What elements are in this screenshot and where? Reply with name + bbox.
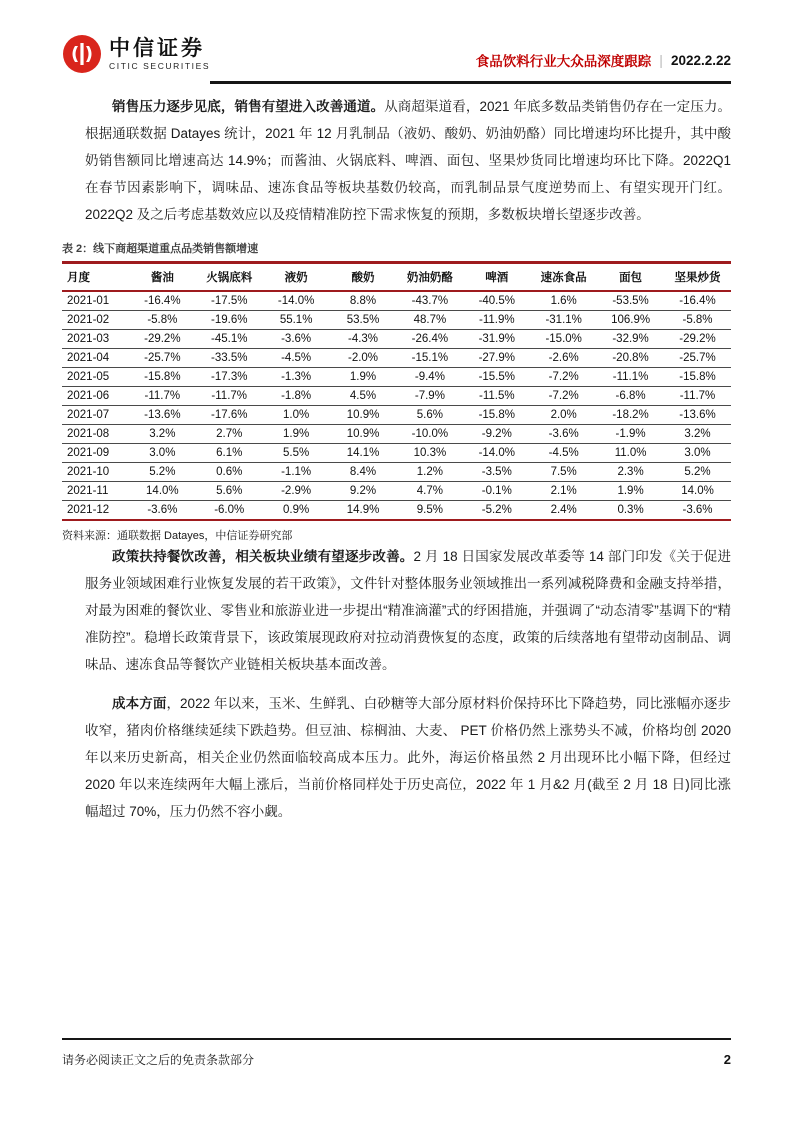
value-cell: 2.3% (597, 463, 664, 482)
page-content (62, 93, 731, 837)
table-row (62, 444, 731, 463)
value-cell: -29.2% (664, 330, 731, 349)
value-cell: -11.9% (463, 311, 530, 330)
value-cell: -6.8% (597, 387, 664, 406)
report-title: 食品饮料行业大众品深度跟踪 (475, 54, 652, 69)
paragraph-body: 从商超渠道看，2021 年底多数品类销售仍存在一定压力。根据通联数据 Datayes 统计，2021 年 12 月乳制品（液奶、酸奶、奶油奶酪）同比增速均环比提升，其中酸奶销售额同比增速高达 14.9%；而酱油、火锅底料、啤酒、面包、坚果炒货同比增速均环比下降。2022Q1 在春节因素影响下，调味品、速冻食品等板块基数仍较高，而乳制品景气度逆势而上、有望实现开门红。2022Q2 及之后考虑基数效应以及疫情精准防控下需求恢复的预期，多数板块增长望逐步改善。 (85, 99, 731, 222)
value-cell: 5.2% (129, 463, 196, 482)
value-cell: 8.8% (349, 295, 377, 307)
month-cell: 2021-11 (62, 482, 129, 501)
table-row (62, 311, 731, 330)
month-cell: 2021-08 (62, 425, 129, 444)
table-row (62, 330, 731, 349)
value-cell: -15.5% (463, 368, 530, 387)
value-cell: -25.7% (129, 349, 196, 368)
value-cell: 1.6% (550, 295, 577, 307)
column-header: 坚果炒货 (664, 263, 731, 292)
value-cell: 14.9% (330, 501, 397, 521)
report-date: 2022.2.22 (670, 52, 731, 68)
value-cell: -10.0% (396, 425, 463, 444)
column-header: 酱油 (129, 263, 196, 292)
month-cell: 2021-10 (62, 463, 129, 482)
value-cell: -2.0% (330, 349, 397, 368)
month-cell: 2021-09 (62, 444, 129, 463)
value-cell: -11.5% (463, 387, 530, 406)
month-cell: 2021-03 (62, 330, 129, 349)
value-cell: -1.8% (263, 387, 330, 406)
column-header: 面包 (597, 263, 664, 292)
value-cell: 10.9% (330, 425, 397, 444)
value-cell: -18.2% (597, 406, 664, 425)
value-cell: 48.7% (396, 311, 463, 330)
value-cell: -2.9% (263, 482, 330, 501)
brand-name-en: CITIC SECURITIES (109, 61, 211, 72)
value-cell: -9.4% (396, 368, 463, 387)
brand-name-cn: 中信证券 (109, 36, 205, 60)
column-header: 速冻食品 (530, 263, 597, 292)
value-cell: -5.8% (129, 311, 196, 330)
footer-disclaimer: 请务必阅读正文之后的免责条款部分 (62, 1053, 255, 1067)
value-cell: -14.0% (463, 444, 530, 463)
brand-text (109, 37, 210, 71)
value-cell: -16.4% (144, 295, 181, 307)
value-cell: 2.0% (530, 406, 597, 425)
value-cell: -1.1% (263, 463, 330, 482)
value-cell: -11.7% (196, 387, 263, 406)
value-cell: -1.3% (263, 368, 330, 387)
month-cell: 2021-01 (67, 295, 110, 307)
value-cell: 3.0% (664, 444, 731, 463)
value-cell: -19.6% (196, 311, 263, 330)
value-cell: -27.9% (463, 349, 530, 368)
value-cell: 0.6% (196, 463, 263, 482)
value-cell: 5.5% (263, 444, 330, 463)
value-cell: 9.2% (330, 482, 397, 501)
table-block (62, 240, 731, 543)
value-cell: 7.5% (530, 463, 597, 482)
value-cell: 2.7% (196, 425, 263, 444)
title-divider: | (659, 52, 663, 68)
value-cell: -7.2% (530, 368, 597, 387)
paragraph-sales (85, 93, 731, 228)
value-cell: -7.9% (396, 387, 463, 406)
paragraph-body: ，2022 年以来，玉米、生鲜乳、白砂糖等大部分原材料价保持环比下降趋势，同比涨幅亦逐步收窄，猪肉价格继续延续下跌趋势。但豆油、棕榈油、大麦、 PET 价格仍然上涨势头不减，价格均创 2020 年以来历史新高，相关企业仍然面临较高成本压力。此外，海运价格虽然 2 月出现环比小幅下降，但经过 2020 年以来连续两年大幅上涨后，当前价格同样处于历史高位，2022 年 1 月&2 月(截至 2 月 18 日)同比涨幅超过 70%，压力仍然不容小觑。 (85, 696, 731, 819)
table-row (62, 463, 731, 482)
month-cell: 2021-06 (62, 387, 129, 406)
value-cell: -29.2% (129, 330, 196, 349)
value-cell: -15.8% (463, 406, 530, 425)
value-cell: 10.3% (396, 444, 463, 463)
value-cell: -7.2% (530, 387, 597, 406)
paragraph-lead: 销售压力逐步见底，销售有望进入改善通道。 (112, 99, 385, 114)
value-cell: -16.4% (679, 295, 716, 307)
value-cell: -13.6% (664, 406, 731, 425)
value-cell: 4.7% (396, 482, 463, 501)
header-rule (210, 81, 731, 84)
value-cell: 11.0% (597, 444, 664, 463)
table-row (62, 501, 731, 521)
value-cell: -32.9% (597, 330, 664, 349)
value-cell: -4.5% (530, 444, 597, 463)
value-cell: 1.0% (263, 406, 330, 425)
paragraph-body: 2 月 18 日国家发展改革委等 14 部门印发《关于促进服务业领域困难行业恢复发展的若干政策》，文件针对整体服务业领域推出一系列减税降费和金融支持举措，对最为困难的餐饮业、零售业和旅游业进一步提出“精准滴灌”式的纾困措施，并强调了“动态清零”基调下的“精准防控”。稳增长政策背景下，该政策展现政府对拉动消费恢复的态度，政策的后续落地有望带动卤制品、调味品、速冻食品等餐饮产业链相关板块基本面改善。 (85, 549, 731, 672)
citic-logo-icon (62, 34, 102, 74)
value-cell: -1.9% (597, 425, 664, 444)
table-header-row (62, 263, 731, 292)
column-header: 奶油奶酪 (396, 263, 463, 292)
paragraph-policy (85, 543, 731, 678)
value-cell: -9.2% (463, 425, 530, 444)
table-row (62, 482, 731, 501)
value-cell: -2.6% (530, 349, 597, 368)
value-cell: 5.6% (196, 482, 263, 501)
value-cell: 3.2% (664, 425, 731, 444)
value-cell: -15.1% (396, 349, 463, 368)
value-cell: 3.0% (129, 444, 196, 463)
paragraph-lead: 成本方面 (112, 696, 167, 711)
value-cell: -11.7% (664, 387, 731, 406)
value-cell: 55.1% (263, 311, 330, 330)
month-cell: 2021-05 (62, 368, 129, 387)
column-header: 火锅底料 (196, 263, 263, 292)
value-cell: -5.8% (664, 311, 731, 330)
value-cell: 6.1% (196, 444, 263, 463)
value-cell: 9.5% (396, 501, 463, 521)
value-cell: -15.8% (664, 368, 731, 387)
citic-logo (62, 34, 210, 74)
value-cell: 8.4% (330, 463, 397, 482)
value-cell: 1.2% (396, 463, 463, 482)
value-cell: -11.1% (597, 368, 664, 387)
value-cell: 2.4% (530, 501, 597, 521)
value-cell: -53.5% (612, 295, 649, 307)
value-cell: -3.6% (263, 330, 330, 349)
value-cell: -31.9% (463, 330, 530, 349)
value-cell: -14.0% (277, 295, 315, 307)
sales-growth-table (62, 261, 731, 521)
table-row (62, 368, 731, 387)
table-source: 资料来源：通联数据 Datayes，中信证券研究部 (62, 530, 293, 542)
value-cell: -25.7% (664, 349, 731, 368)
value-cell: -3.6% (530, 425, 597, 444)
value-cell: -17.6% (196, 406, 263, 425)
value-cell: 1.9% (330, 368, 397, 387)
table-row (62, 291, 731, 311)
page-header (62, 34, 731, 84)
value-cell: -40.5% (478, 295, 515, 307)
column-header: 液奶 (263, 263, 330, 292)
value-cell: -6.0% (196, 501, 263, 521)
value-cell: -3.6% (129, 501, 196, 521)
value-cell: -4.5% (263, 349, 330, 368)
table-row (62, 387, 731, 406)
table-caption: 表 2：线下商超渠道重点品类销售额增速 (62, 243, 259, 255)
value-cell: 5.2% (664, 463, 731, 482)
value-cell: 14.0% (129, 482, 196, 501)
value-cell: 0.3% (597, 501, 664, 521)
page-footer (62, 1038, 731, 1068)
value-cell: -26.4% (396, 330, 463, 349)
value-cell: 14.0% (664, 482, 731, 501)
value-cell: -43.7% (411, 295, 449, 307)
value-cell: -3.6% (664, 501, 731, 521)
column-header: 啤酒 (463, 263, 530, 292)
value-cell: -13.6% (129, 406, 196, 425)
value-cell: 5.6% (396, 406, 463, 425)
month-cell: 2021-02 (62, 311, 129, 330)
month-cell: 2021-04 (62, 349, 129, 368)
value-cell: -45.1% (196, 330, 263, 349)
value-cell: -33.5% (196, 349, 263, 368)
column-header: 酸奶 (330, 263, 397, 292)
column-header: 月度 (62, 263, 129, 292)
value-cell: 14.1% (330, 444, 397, 463)
value-cell: -0.1% (463, 482, 530, 501)
value-cell: -15.0% (530, 330, 597, 349)
paragraph-lead: 政策扶持餐饮改善，相关板块业绩有望逐步改善。 (112, 549, 414, 564)
value-cell: 3.2% (129, 425, 196, 444)
paragraph-cost (85, 690, 731, 825)
value-cell: 10.9% (330, 406, 397, 425)
table-row (62, 349, 731, 368)
page-number: 2 (723, 1052, 731, 1067)
report-title-block (476, 50, 731, 74)
value-cell: 53.5% (330, 311, 397, 330)
value-cell: -4.3% (330, 330, 397, 349)
table-row (62, 406, 731, 425)
month-cell: 2021-12 (62, 501, 129, 521)
value-cell: -17.3% (196, 368, 263, 387)
value-cell: 106.9% (597, 311, 664, 330)
value-cell: -3.5% (463, 463, 530, 482)
value-cell: 1.9% (263, 425, 330, 444)
value-cell: 1.9% (597, 482, 664, 501)
value-cell: 2.1% (530, 482, 597, 501)
value-cell: 4.5% (330, 387, 397, 406)
value-cell: -11.7% (129, 387, 196, 406)
value-cell: -20.8% (597, 349, 664, 368)
value-cell: -15.8% (129, 368, 196, 387)
value-cell: -17.5% (211, 295, 248, 307)
table-row (62, 425, 731, 444)
month-cell: 2021-07 (62, 406, 129, 425)
value-cell: -31.1% (530, 311, 597, 330)
value-cell: 0.9% (263, 501, 330, 521)
value-cell: -5.2% (463, 501, 530, 521)
